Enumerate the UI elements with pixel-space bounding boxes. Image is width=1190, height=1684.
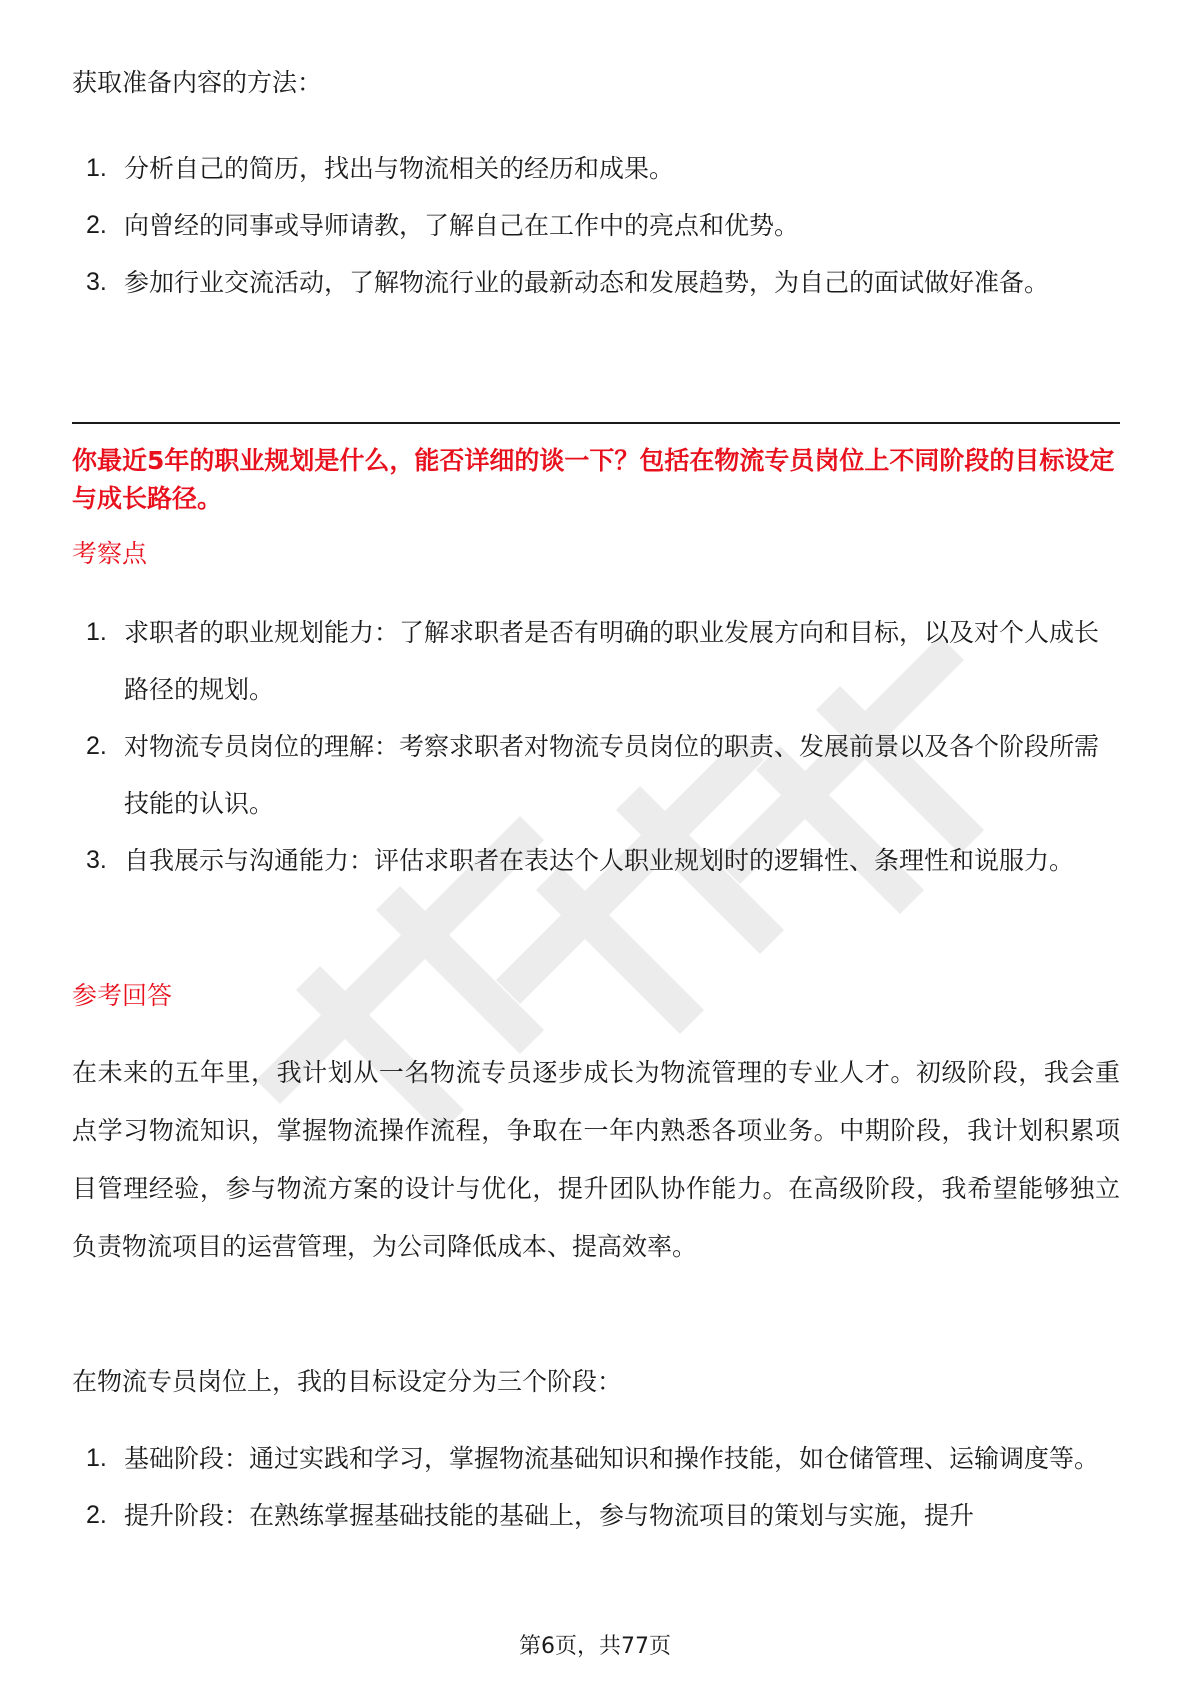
list-item <box>72 140 1120 197</box>
stage-list <box>72 1430 1120 1544</box>
list-item-text: 分析自己的简历，找出与物流相关的经历和成果。 <box>124 154 675 183</box>
list-item-text: 基础阶段：通过实践和学习，掌握物流基础知识和操作技能，如仓储管理、运输调度等。 <box>124 1444 1100 1473</box>
list-item-text: 参加行业交流活动，了解物流行业的最新动态和发展趋势，为自己的面试做好准备。 <box>124 268 1050 297</box>
prep-method-list <box>72 140 1120 311</box>
list-item <box>72 1487 1120 1544</box>
list-number: 1. <box>86 154 107 182</box>
list-number: 3. <box>86 268 107 296</box>
answer-paragraph: 在物流专员岗位上，我的目标设定分为三个阶段： <box>72 1367 623 1396</box>
list-item-text: 提升阶段：在熟练掌握基础技能的基础上，参与物流项目的策划与实施，提升 <box>124 1501 975 1530</box>
list-item <box>72 832 1120 889</box>
list-item <box>72 254 1120 311</box>
list-item <box>72 604 1120 718</box>
list-number: 2. <box>86 1501 107 1529</box>
answer-paragraph: 在未来的五年里，我计划从一名物流专员逐步成长为物流管理的专业人才。初级阶段，我会重点学习物流知识，掌握物流操作流程，争取在一年内熟悉各项业务。中期阶段，我计划积累项目管理经验，参与物流方案的设计与优化，提升团队协作能力。在高级阶段，我希望能够独立负责物流项目的运营管理，为公司降低成本、提高效率。 <box>72 1058 1120 1261</box>
list-number: 3. <box>86 846 107 874</box>
section-divider <box>72 422 1120 424</box>
points-heading: 考察点 <box>72 539 148 568</box>
list-item-text: 向曾经的同事或导师请教，了解自己在工作中的亮点和优势。 <box>124 211 800 240</box>
list-item-text: 对物流专员岗位的理解：考察求职者对物流专员岗位的职责、发展前景以及各个阶段所需技能的认识。 <box>124 732 1100 818</box>
intro-text: 获取准备内容的方法： <box>72 68 323 97</box>
list-number: 1. <box>86 1444 107 1472</box>
list-item-text: 自我展示与沟通能力：评估求职者在表达个人职业规划时的逻辑性、条理性和说服力。 <box>124 846 1075 875</box>
list-number: 2. <box>86 211 107 239</box>
list-item-text: 求职者的职业规划能力：了解求职者是否有明确的职业发展方向和目标，以及对个人成长路径的规划。 <box>124 618 1100 704</box>
list-item <box>72 197 1120 254</box>
list-number: 1. <box>86 618 107 646</box>
list-item <box>72 1430 1120 1487</box>
question-title: 你最近5年的职业规划是什么，能否详细的谈一下？包括在物流专员岗位上不同阶段的目标设定与成长路径。 <box>72 446 1115 513</box>
list-number: 2. <box>86 732 107 760</box>
page-footer: 第6页，共77页 <box>519 1634 671 1659</box>
evaluation-points-list <box>72 604 1120 889</box>
list-item <box>72 718 1120 832</box>
answer-heading: 参考回答 <box>72 981 173 1010</box>
